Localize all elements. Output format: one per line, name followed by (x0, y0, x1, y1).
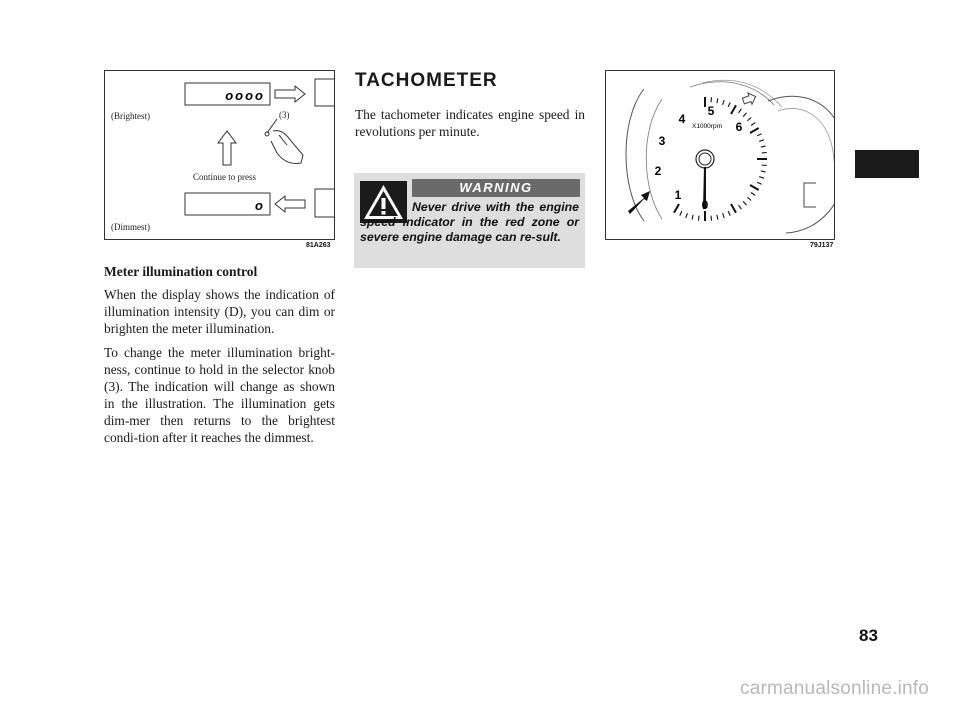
section-heading: Meter illumination control (104, 264, 258, 279)
tick-mark (674, 204, 679, 213)
dimmest-label: (Dimmest) (111, 222, 150, 232)
dial-number: 0 (701, 198, 709, 212)
tick-mark (762, 153, 767, 154)
dial-number: 1 (674, 188, 682, 202)
tick-mark (739, 109, 742, 113)
paragraph: To change the meter illumination bright-ness, continue to hold in the selector knob (3). The indication will change as shown in the illustration. The illumination gets dim-mer then returns to the brightest condi-tion after it reaches the dimmest. (104, 345, 335, 445)
page-title: TACHOMETER (355, 70, 498, 91)
tick-mark (686, 213, 688, 218)
warning-box (354, 173, 585, 268)
illumination-figure (104, 70, 335, 240)
tick-mark (717, 215, 718, 220)
dial-number: 2 (654, 164, 662, 178)
tick-mark (680, 211, 682, 216)
tick-mark (747, 118, 751, 121)
tick-mark (743, 113, 746, 117)
figure-code-right: 79J137 (810, 242, 834, 249)
tachometer-figure (605, 70, 835, 240)
arrow-indicator-icon (741, 91, 757, 107)
scale-unit-label: X1000rpm (692, 123, 722, 130)
tick-mark (711, 97, 712, 102)
tick-mark (692, 215, 693, 220)
intro-paragraph: The tachometer indicates engine speed in revolutions per minute. (355, 107, 585, 139)
tick-mark (723, 213, 725, 218)
section-tab-marker (855, 150, 919, 178)
tick-mark (759, 140, 764, 142)
dial-number: 5 (707, 104, 715, 118)
illumination-diagram (105, 71, 334, 239)
tick-mark (699, 216, 700, 221)
tick-mark (711, 216, 712, 221)
tick-mark (750, 128, 759, 133)
tick-mark (728, 102, 730, 107)
tick-mark (743, 201, 746, 205)
warning-label: WARNING (412, 179, 580, 197)
brightest-label: (Brightest) (111, 111, 150, 121)
tick-mark (731, 204, 736, 213)
hand-pressing-knob-icon (265, 119, 303, 164)
watermark: carmanualsonline.info (740, 678, 930, 699)
paragraph: When the display shows the indication of illumination intensity (D), you can dim or brighten the meter illumination. (104, 287, 335, 336)
tick-mark (757, 134, 762, 136)
tick-mark (750, 185, 759, 190)
tick-mark (751, 123, 755, 126)
continue-label: Continue to press (193, 172, 256, 182)
tick-mark (757, 182, 762, 184)
tick-mark (717, 98, 718, 103)
left-text-column (104, 264, 335, 446)
page-number: 83 (859, 626, 878, 645)
arrow-left-icon (275, 196, 305, 212)
tick-mark (762, 165, 767, 166)
tachometer-diagram (606, 71, 834, 239)
tick-mark (759, 177, 764, 179)
tachometer-scale (674, 97, 767, 221)
tick-mark (739, 205, 742, 209)
figure-code-left: 81A263 (306, 242, 331, 249)
display-brightest-reading: oooo (225, 88, 265, 103)
dial-number: 6 (735, 120, 743, 134)
tick-mark (751, 193, 755, 196)
tick-mark (731, 105, 736, 114)
arrow-up-icon (218, 131, 236, 165)
tick-mark (723, 100, 725, 105)
tick-mark (747, 197, 751, 200)
dial-number: 3 (658, 134, 666, 148)
display-dimmest-reading: o (255, 198, 265, 213)
arrow-right-icon (275, 86, 305, 102)
tick-mark (761, 146, 766, 147)
tick-mark (728, 211, 730, 216)
tick-mark (761, 171, 766, 172)
dial-number: 4 (678, 112, 686, 126)
knob-label: (3) (279, 110, 290, 120)
warning-text: Never drive with the engine speed indicator in the red zone or severe engine damage can re-sult. (360, 200, 579, 244)
